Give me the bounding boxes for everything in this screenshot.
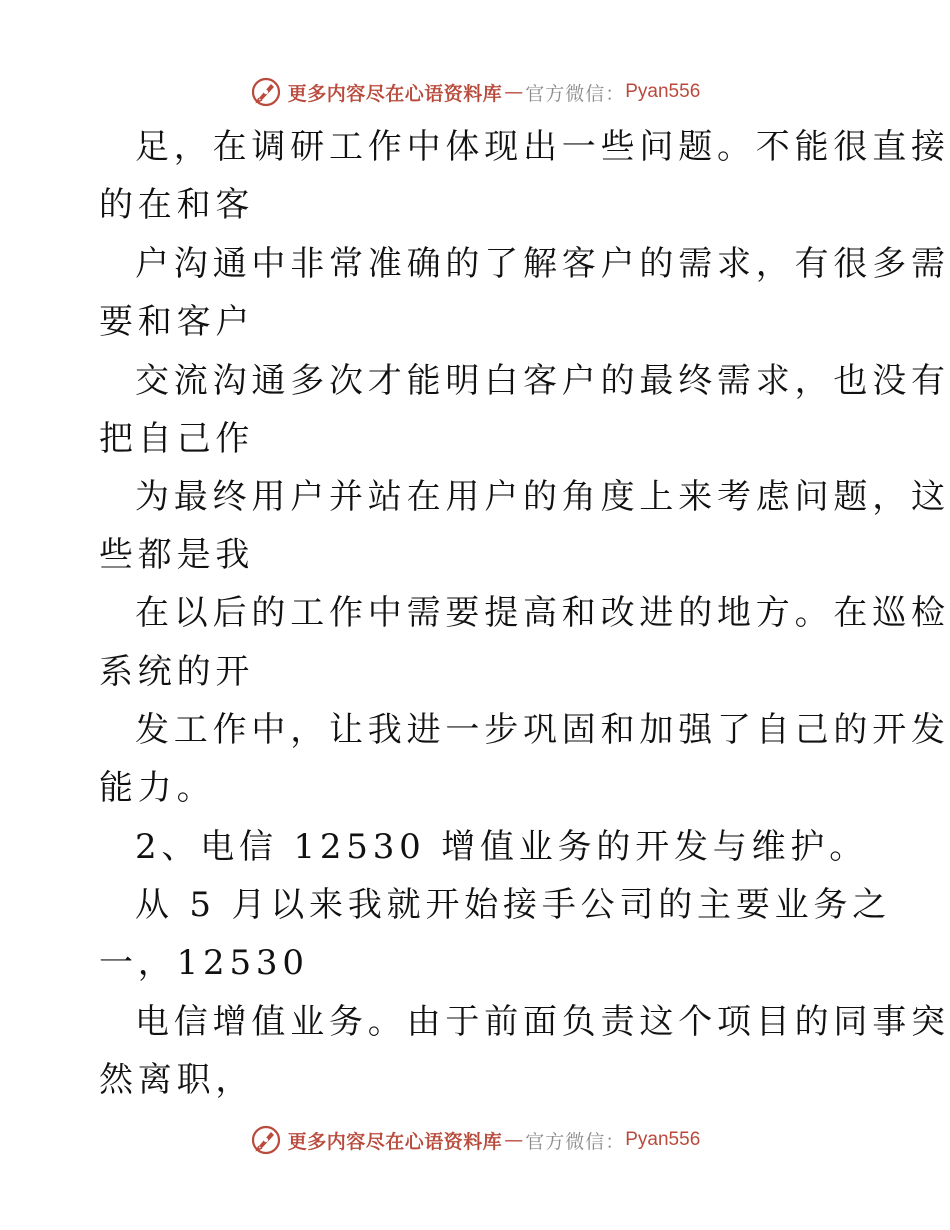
text-line: 发工作中，让我进一步巩固和加强了自己的开发 (135, 710, 950, 750)
quill-logo-icon (250, 1124, 282, 1156)
banner-wechat-label: 官方微信： (525, 1130, 626, 1153)
banner-dash: — (504, 1129, 524, 1151)
text-line: 电信增值业务。由于前面负责这个项目的同事突 (135, 1002, 950, 1042)
banner-wechat-id: Pyan556 (625, 1129, 701, 1150)
section-heading: 2、电信 12530 增值业务的开发与维护。 (135, 827, 869, 867)
text-line: 一，12530 (99, 943, 309, 983)
text-line: 把自己作 (99, 419, 255, 459)
quill-logo-icon (250, 76, 282, 108)
document-body (99, 123, 950, 1113)
footer-banner (0, 1120, 950, 1160)
text-line: 系统的开 (99, 652, 255, 692)
text-line: 交流沟通多次才能明白客户的最终需求，也没有 (135, 361, 950, 401)
banner-wechat-label: 官方微信： (525, 82, 626, 105)
text-line: 些都是我 (99, 535, 255, 575)
banner-brand-text: 更多内容尽在心语资料库 (287, 82, 503, 105)
text-line: 户沟通中非常准确的了解客户的需求，有很多需 (135, 244, 950, 284)
text-line: 在以后的工作中需要提高和改进的地方。在巡检 (135, 593, 950, 633)
text-line: 要和客户 (99, 302, 255, 342)
text-line: 能力。 (99, 768, 216, 808)
text-line: 然离职， (99, 1060, 255, 1100)
text-line: 足，在调研工作中体现出一些问题。不能很直接 (135, 127, 950, 167)
banner-wechat-id: Pyan556 (625, 81, 701, 102)
banner-dash: — (504, 81, 524, 103)
text-line: 从 5 月以来我就开始接手公司的主要业务之 (135, 885, 892, 925)
text-line: 为最终用户并站在用户的角度上来考虑问题，这 (135, 477, 950, 517)
text-line: 的在和客 (99, 185, 255, 225)
banner-brand-text: 更多内容尽在心语资料库 (287, 1130, 503, 1153)
header-banner (0, 72, 950, 112)
